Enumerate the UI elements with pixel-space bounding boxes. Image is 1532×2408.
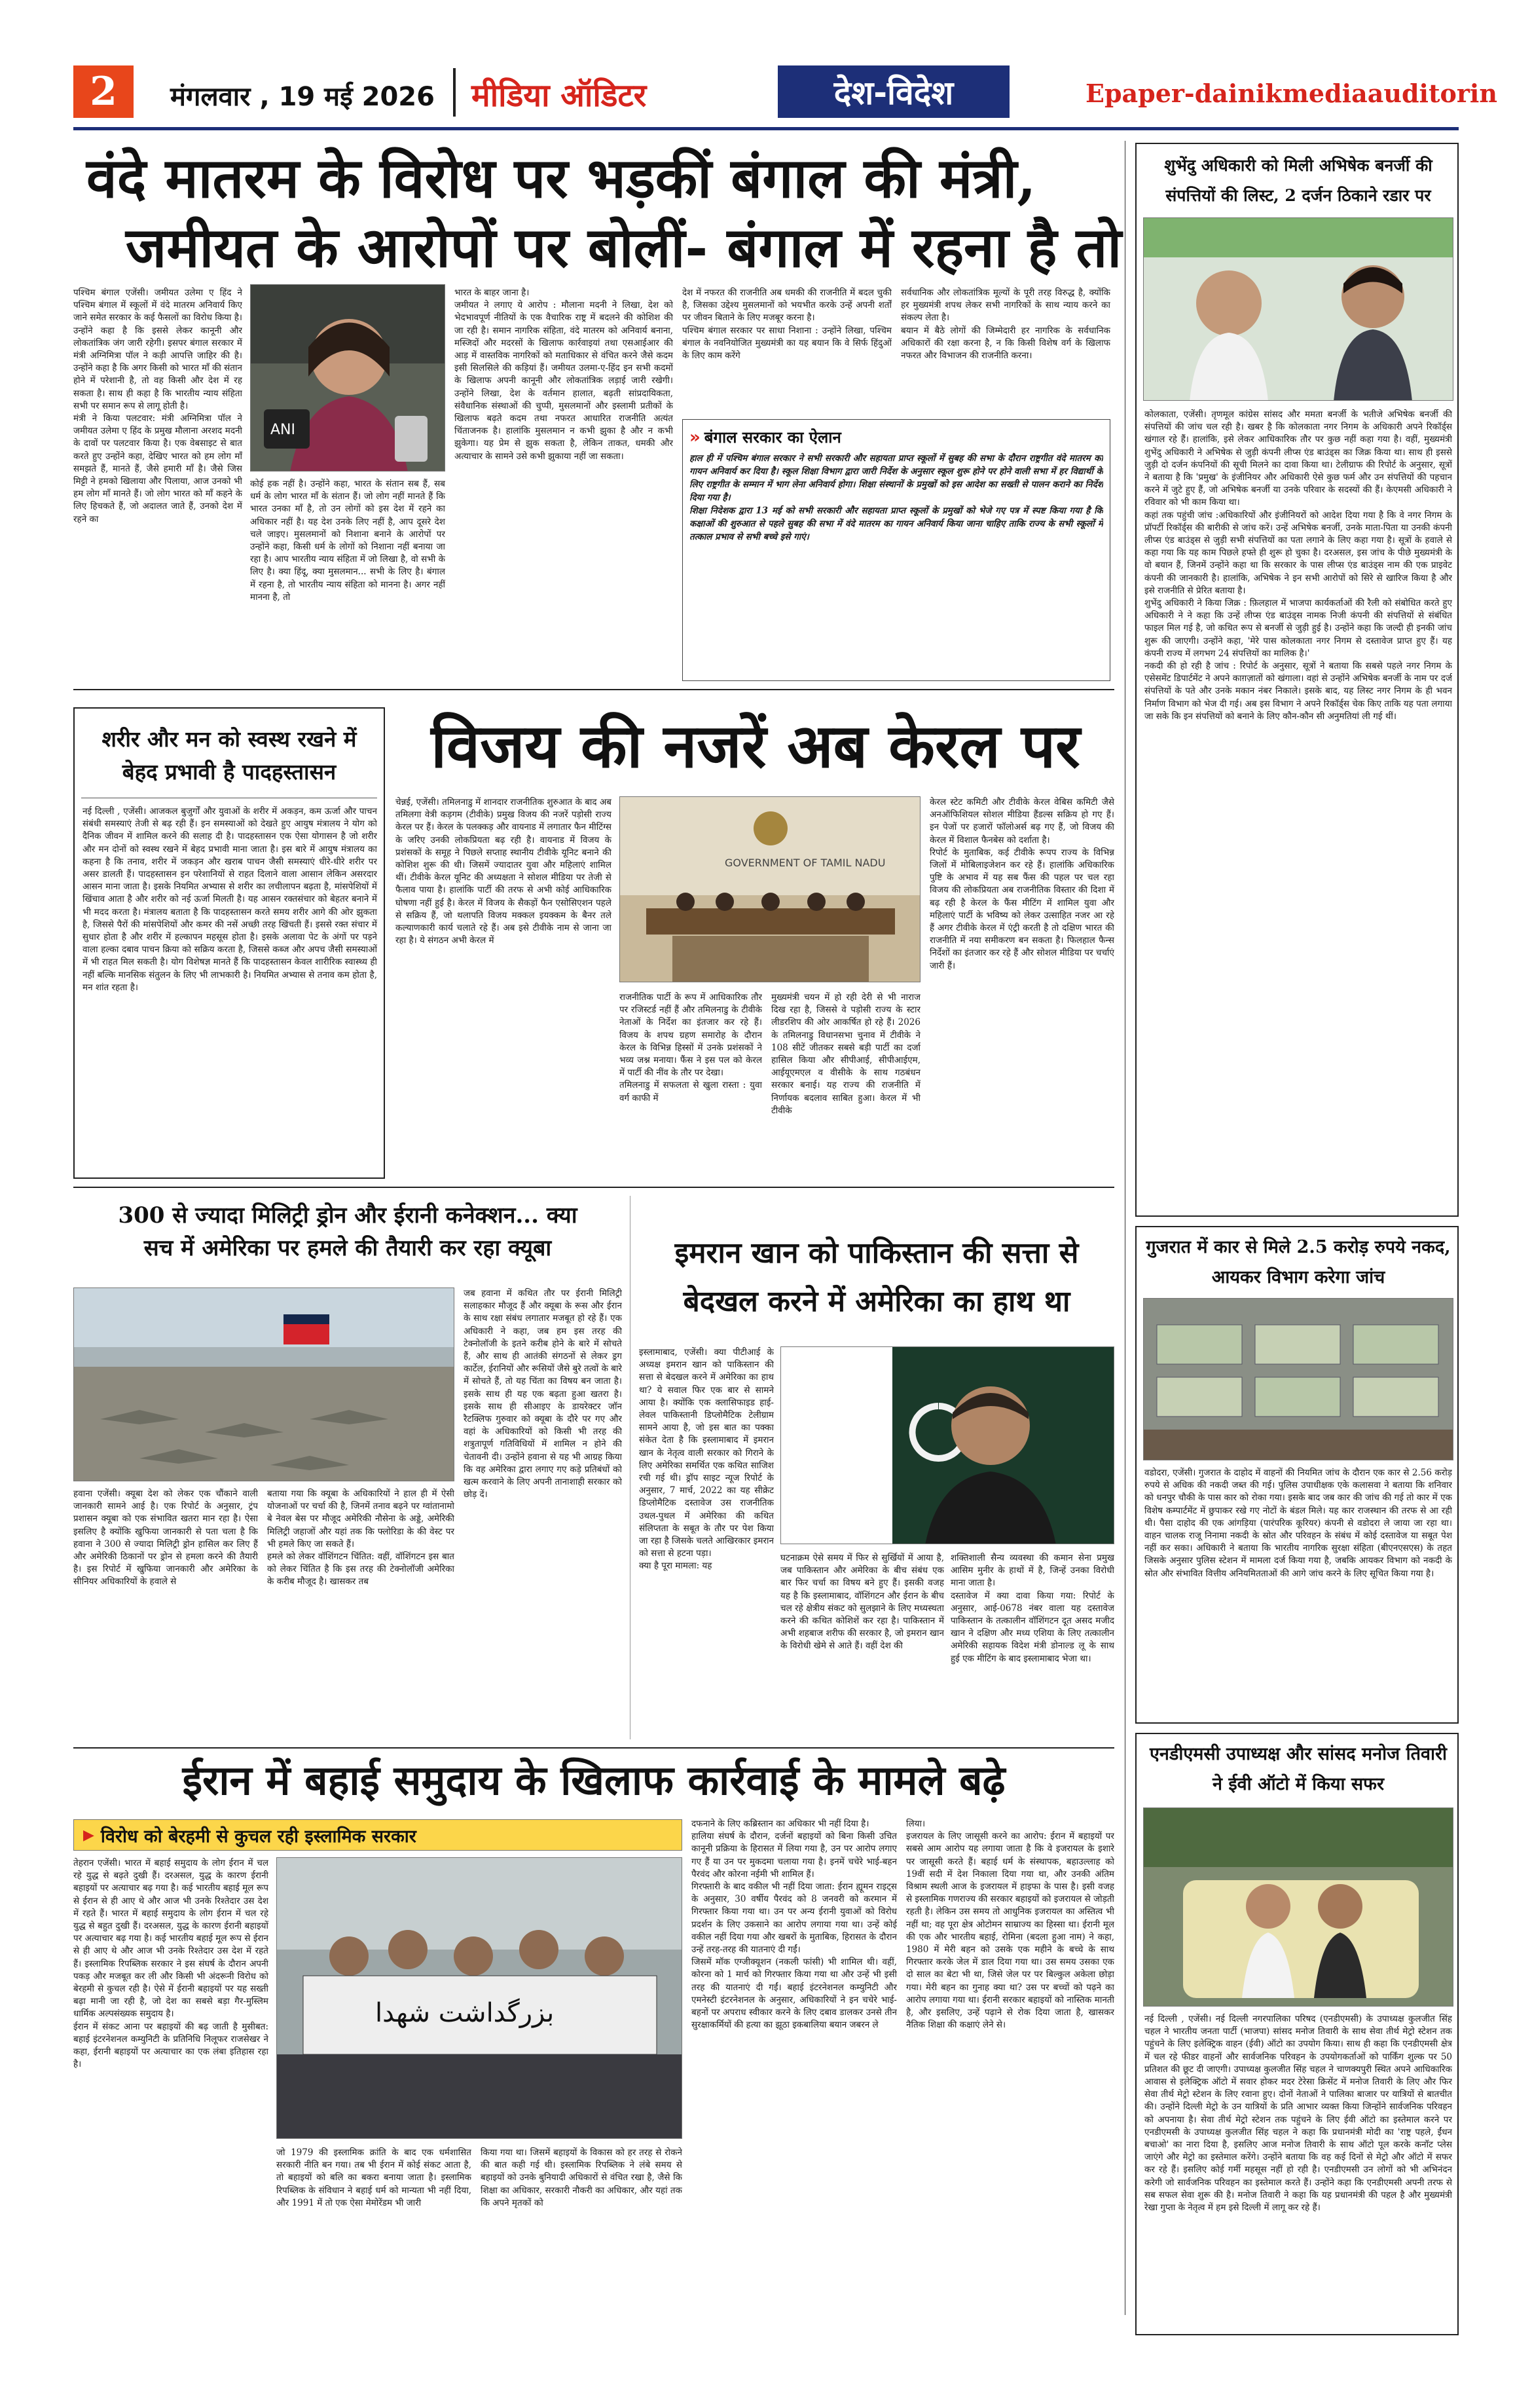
rule-a8-bottom [73, 1747, 1114, 1749]
a8-col1: इस्लामाबाद, एजेंसी। क्या पीटीआई के अध्यक्ष इमरान खान को पाकिस्तान की सत्ता से बेदखल करने में अमेरिका का हाथ था? ये सवाल फिर एक बार से सामने आया है। क्योंकि एक क्लासिफाइड हाई-लेवल पाकिस्तानी डिप्लोमैटिक टेलीग्राम सामने आया है, जो इस बात का पक्का संकेत देता है कि इस्लामाबाद में इमरान खान के नेतृत्व वाली सरकार को गिराने के लिए अमेरिका समर्थित एक कथित साजिश रची गई थी। ड्रॉप साइट न्यूज रिपोर्ट के अनुसार, 7 मार्च, 2022 का यह सीक्रेट डिप्लोमैटिक दस्तावेज उस राजनीतिक उथल-पुथल में अमेरिका की कथित संलिप्तता के सबूत के तौर पर पेश किया जा रहा है जिसके चलते आखिरकार इमरान को सत्ता से हटना पड़ा। क्या है पूरा मामला: यह [639, 1347, 774, 1572]
a8-photo-imran [780, 1346, 1114, 1544]
a7-col3: जब हवाना में कथित तौर पर ईरानी मिलिट्री सलाहकार मौजूद हैं और क्यूबा के रूस और ईरान के साथ रक्षा संबंध लगातार मजबूत हो रहे हैं। एक अधिकारी ने कहा, जब हम इस तरह की टेक्नोलॉजी के इतने करीब होने के बारे में सोचते हैं, और साथ ही आतंकी संगठनों से लेकर ड्रग कार्टेल, ईरानियों और रूसियों जैसे बुरे तत्वों के बारे में सोचते हैं, तो यह चिंता का विषय बन जाता है। इसके साथ ही यह एक बढ़ता हुआ खतरा है। इसके साथ ही सीआइए के डायरेक्टर जॉन रैटक्लिफ गुरुवार को क्यूबा के दौरे पर गए और वहां के अधिकारियों को किसी भी तरह की शत्रुतापूर्ण गतिविधियों में शामिल न होने की चेतावनी दी। उन्होंने हवाना से यह भी आग्रह किया कि वह अमेरिका द्वारा लगाए गए कड़े प्रतिबंधों को खत्म करवाने के लिए अपनी तानाशाही सरकार को छोड़ दें। [464, 1288, 622, 1500]
a2-yoga-box [73, 707, 385, 1179]
a6-photo-auto [1143, 1807, 1453, 2007]
a9-col4: दफनाने के लिए कब्रिस्तान का अधिकार भी नहीं दिया है। हालिया संघर्ष के दौरान, दर्जनों बहाइयों को बिना किसी उचित कानूनी प्रक्रिया के हिरासत में लिया गया है, उन पर आरोप लगाए गए हैं या उन पर मुकदमा चलाया गया है। इनमें चचेरे भाई-बहन पैरवंद और कोरना नईमी भी शामिल हैं। गिरफ्तारी के बाद वकील भी नहीं दिया जाता: ईरान ह्यूमन राइट्स के अनुसार, 30 वर्षीय पैरवंद को 8 जनवरी को करमान में गिरफ्तार किया गया था। उन पर अन्य ईरानी युवाओं को विरोध प्रदर्शन के लिए उकसाने का आरोप लगाया गया था। उन्हें कोई वकील नहीं दिया गया और खबरों के मुताबिक, हिरासत के दौरान उन्हें तरह-तरह की यातनाएं दी गईं। जिसमें मॉक एग्जीक्यूशन (नकली फांसी) भी शामिल थी। वहीं, कोरना को 1 मार्च को गिरफ्तार किया गया था और उन्हें भी इसी तरह की यातनाएं दी गईं। बहाई इंटरनेशनल कम्युनिटी और एमनेस्टी इंटरनेशनल के अनुसार, अधिकारियों ने इन चचेरे भाई-बहनों पर अपराध स्वीकार करने के लिए दबाव डालकर उनसे तीन सुरक्षाकर्मियों की हत्या का झूठा इकबालिया बयान जबरन ले [691, 1819, 897, 2031]
a5-headline: गुजरात में कार से मिले 2.5 करोड़ रुपये नकद, आयकर विभाग करेगा जांच [1146, 1237, 1451, 1287]
triangle-right-icon: ▶ [83, 1826, 94, 1843]
a4-abhishek-box [1135, 143, 1459, 1217]
a7-headline-2: सच में अमेरिका पर हमले की तैयारी कर रहा क्यूबा [143, 1235, 552, 1261]
a6-text: नई दिल्ली , एजेंसी। नई दिल्ली नगरपालिका परिषद (एनडीएमसी) के उपाध्यक्ष कुलजीत सिंह चहल ने भारतीय जनता पार्टी (भाजपा) सांसद मनोज तिवारी के साथ सेवा तीर्थ मेट्रो स्टेशन तक पहुंचने के लिए इलेक्ट्रिक वाहन (ईवी) ऑटो का उपयोग किया। साथ ही कहा कि एनडीएमसी क्षेत्र में चल रहे फीडर वाहनों और सार्वजनिक परिवहन के उपयोगकर्ताओं को पार्किंग शुल्क पर 50 प्रतिशत की छूट दी जाएगी। उपाध्यक्ष कुलजीत सिंह चहल ने चाणक्यपुरी स्थित अपने आधिकारिक आवास से इलेक्ट्रिक ऑटो में सवार होकर मदर टेरेसा क्रिसेंट में मनोज तिवारी के लिए और फिर सेवा तीर्थ मेट्रो स्टेशन के लिए रवाना हुए। दोनों नेताओं ने पालिका बाजार पर यात्रियों से बातचीत की। उन्होंने दिल्ली मेट्रो के उन यात्रियों के प्रति आभार व्यक्त किया जिन्होंने सार्वजनिक परिवहन को अपनाया है। सेवा तीर्थ मेट्रो स्टेशन तक पहुंचने के लिए ईवी ऑटो का इस्तेमाल करने पर एनडीएमसी के उपाध्यक्ष कुलजीत सिंह चहल ने कहा कि प्रधानमंत्री मोदी का 'राष्ट्र पहले, ईंधन बचाओ' का नारा दिया है, इसलिए आज मनोज तिवारी के साथ ऑटो पूल करके कनॉट प्लेस जाएंगे और मेट्रो का इस्तेमाल करेंगे। उन्होंने बताया कि वह कई दिनों से मेट्रो और ऑटो में सफर कर रहे हैं। इसलिए कोई गर्मी महसूस नहीं हो रही है। एनडीएमसी उन लोगों को भी अभिनंदन करेगी जो सार्वजनिक परिवहन का इस्तेमाल करते हैं। उन्होंने कहा कि एनडीएमसी अपनी तरफ से सब सफल सेवा शुरू की है। मनोज तिवारी ने कहा कि यह प्रधानमंत्री की पहल है और मुख्यमंत्री रेखा गुप्ता के नेतृत्व में हम इसे दिल्ली में लागू कर रहे हैं। [1144, 2014, 1452, 2214]
a1-box-title: बंगाल सरकार का ऐलान [704, 428, 841, 447]
a5-photo-cash [1143, 1298, 1453, 1460]
a2-headline: शरीर और मन को स्वस्थ रखने में बेहद प्रभावी है पादहस्तासन [101, 726, 357, 785]
a9-col5: लिया। इजरायल के लिए जासूसी करने का आरोप: ईरान में बहाइयों पर सबसे आम आरोप यह लगाया जाता है कि वे इजरायल के इशारे पर जासूसी करते हैं। बहाई धर्म के संस्थापक, बहाउल्लाह को 19वीं सदी में देश निकाला दिया गया था, और उनकी अंतिम विश्राम स्थली आज के इजरायल में हाइफा के पास है। इसी वजह से इस्लामिक गणराज्य की सरकार बहाइयों को इजरायल से जोड़ती रहती है। लेकिन उस समय तो आधुनिक इजरायल का अस्तित्व भी नहीं था; वह पूरा क्षेत्र ओटोमन साम्राज्य का हिस्सा था। ईरानी मूल की एक और भारतीय बहाई, रोमिना (बदला हुआ नाम) ने कहा, 1980 में मेरी बहन को उसके एक महीने के बच्चे के साथ गिरफ्तार करके जेल में डाल दिया गया था। उस समय उसका एक दो साल का बेटा भी था, जिसे जेल पर पर बिल्कुल अकेला छोड़ा गया। मेरी बहन का गुनाह क्या था? उस पर बच्चों को पढ़ने का आरोप लगाया गया था। ईरानी सरकार बहाइयों को नास्तिक मानती है, और इसलिए, उन्हें पढ़ाने से रोक दिया जाता है, खासकर नैतिक शिक्षा की कक्षाएं लेने से। [906, 1819, 1114, 2031]
a2-text: नई दिल्ली , एजेंसी। आजकल बुजुर्गों और युवाओं के शरीर में अकड़न, कम ऊर्जा और पाचन संबंधी समस्याएं तेजी से बढ़ रही हैं। इन समस्याओं को देखते हुए आयुष मंत्रालय ने योग को दैनिक जीवन में शामिल करने की सलाह दी है। पादहस्तासन एक ऐसा योगासन है जो शरीर और मन दोनों को स्वस्थ रखने में बेहद प्रभावी माना जाता है। इस बारे में आयुष मंत्रालय का कहना है कि तनाव, शरीर में जकड़न और खराब पाचन जैसी समस्याएं धीरे-धीरे शरीर पर असर डालती हैं। पादहस्तासन इन परेशानियों से राहत दिलाने वाला आसान लेकिन असरदार आसन माना जाता है। इसके नियमित अभ्यास से शरीर का लचीलापन बढ़ता है, मांसपेशियों में खिंचाव आता है और शरीर को नई ऊर्जा मिलती है। यह आसन रक्तसंचार को बेहतर बनाने में भी मदद करता है। मंत्रालय बताता है कि पादहस्तासन करते समय शरीर आगे की ओर झुकता है, जिससे पैरों की मांसपेशियों और कमर की नसें अच्छी तरह खिंचती हैं। इससे रक्त संचार में सुधार होता है और शरीर में हल्कापन महसूस होता है। इसके अलावा पेट के अंगों पर पड़ने वाला हल्का दबाव पाचन क्रिया को सक्रिय करता है, जिससे कब्ज और अपच जैसी समस्याओं में भी राहत मिल सकती है। योग विशेषज्ञ मानते हैं कि पादहस्तासन केवल शारीरिक स्वास्थ्य ही नहीं बल्कि मानसिक संतुलन के लिए भी लाभकारी है। नियमित अभ्यास से तनाव कम होता है, मन शांत रहता है। [82, 806, 377, 993]
a6-ndmc-box [1135, 1733, 1459, 2335]
a4-headline: शुभेंदु अधिकारी को मिली अभिषेक बनर्जी की संपत्तियों की लिस्ट, 2 दर्जन ठिकाने रडार पर [1164, 156, 1432, 205]
a1-col5: सर्वधानिक और लोकतांत्रिक मूल्यों के पूरी तरह विरुद्ध है, क्योंकि हर मुख्यमंत्री शपथ लेकर सभी नागरिकों के साथ न्याय करने का संकल्प लेता है। बयान में बैठे लोगों की जिम्मेदारी हर नागरिक के सर्वधानिक अधिकारों की रक्षा करना है, न कि किसी विशेष वर्ग के खिलाफ नफरत और विभाजन की राजनीति करना। [901, 287, 1110, 361]
a7-photo-drones [73, 1287, 454, 1481]
a1-headline-2: जमीयत के आरोपों पर बोलीं- बंगाल में रहना है तो [126, 215, 1122, 280]
minister-photo-svg [251, 285, 445, 472]
section-name: देश-विदेश [833, 74, 954, 112]
a6-headline: एनडीएमसी उपाध्यक्ष और सांसद मनोज तिवारी ने ईवी ऑटो में किया सफर [1149, 1744, 1448, 1794]
a9-photo-protest [276, 1857, 682, 2139]
meeting-photo-svg [620, 797, 921, 982]
a3-col2: राजनीतिक पार्टी के रूप में आधिकारिक तौर पर रजिस्टर्ड नहीं हैं और तमिलनाडु के टीवीके नेताओं के निर्देश का इंतजार कर रहे हैं। विजय के शपथ ग्रहण समारोह के दौरान केरल के विभिन्न हिस्सों में उनके प्रशंसकों ने भव्य जश्न मनाया। फैंस ने इस पल को केरल में पार्टी की नींव के तौर पर देखा। तमिलनाडु में सफलता से खुला रास्ता : युवा वर्ग काफी में [619, 992, 762, 1103]
a7-col1: हवाना एजेंसी। क्यूबा देश को लेकर एक चौंकाने वाली जानकारी सामने आई है। एक रिपोर्ट के अनुसार, ट्रंप प्रशासन क्यूबा को एक संभावित खतरा मान रहा है। ऐसा इसलिए है क्योंकि खुफिया जानकारी से पता चला है कि हवाना ने 300 से ज्यादा मिलिट्री ड्रोन हासिल कर लिए हैं और अमेरिकी ठिकानों पर ड्रोन से हमला करने की तैयारी है। इस रिपोर्ट में खुफिया जानकारी और अमेरिका के सीनियर अधिकारियों के हवाले से [73, 1489, 258, 1587]
a1-col3: भारत के बाहर जाना है। जमीयत ने लगाए ये आरोप : मौलाना मदनी ने लिखा, देश को भेदभावपूर्ण नीतियों के एक वैचारिक राष्ट्र में बदलने की कोशिश की जा रही है। समान नागरिक संहिता, वंदे मातरम को अनिवार्य बनाना, मस्जिदों और मदरसों के खिलाफ कार्रवाइयां तथा एसआईआर की आड़ में वास्तविक नागरिकों को मताधिकार से वंचित करने जैसे कदम इसी सिलसिले की कड़ियां हैं। जमीयत उलमा-ए-हिंद इन सभी कदमों के खिलाफ अपनी कानूनी और लोकतांत्रिक लड़ाई जारी रखेगी। उन्होंने लिखा, देश के वर्तमान हालात, बढ़ती सांप्रदायिकता, संवैधानिक संस्थाओं की चुप्पी, मुसलमानों और इस्लामी प्रतीकों के खिलाफ बढ़ते कदम तथा नफरत आधारित राजनीति अत्यंत चिंताजनक है। हालांकि मुसलमान न कभी झुका है और न कभी झुकेगा। यह प्रेम से झुक सकता है, लेकिन ताकत, धमकी और अत्याचार के सामने उसे कभी झुकाया नहीं जा सकता। [454, 287, 673, 462]
a3-col4: केरल स्टेट कमिटी और टीवीके केरल वेबिस कमिटी जैसे अनऑफिशियल सोशल मीडिया हैंडल्स सक्रिय हो गए हैं। इन पेजों पर हजारों फॉलोअर्स बढ़ गए हैं, जो विजय की केरल में विशाल फैनबेस को दर्शाता है। रिपोर्ट के मुताबिक, कई टीवीके रूपप राज्य के विभिन्न जिलों में मोबिलाइजेशन कर रहे हैं। हालांकि अधिकारिक पुष्टि के अभाव में यह सब फैंस की पहल पर चल रहा विजय की लोकप्रियता अब राजनीतिक विस्तार की दिशा में बढ़ रही है केरल के फैंस मीटिंग में शामिल युवा और महिलाएं पार्टी के भविष्य को लेकर उत्साहित नजर आ रहे हैं अगर टीवीके केरल में एंट्री करती है तो दक्षिण भारत की राजनीति में नया समीकरण बन सकता है। फिलहाल फैन्स निर्देशों का इंतजार कर रहे हैं और सोशल मीडिया पर चर्चाएं जारी हैं। [930, 797, 1114, 971]
a5-text: वडोदरा, एजेंसी। गुजरात के दाहोद में वाहनों की नियमित जांच के दौरान एक कार से 2.56 करोड़ रुपये से अधिक की नकदी जब्त की गई। पुलिस उपाधीक्षक एके कलासवा ने बताया कि शनिवार को धनपुर चौकी के पास कार को रोका गया। इसके बाद जब कार की जांच की गई तो कार में एक विशेष कम्पार्टमेंट में छुपाकर रखे गए नोटों के बंडल मिले। यह कार राजस्थान की तरफ से आ रही थी। पैसा दाहोद की एक आंगड़िया (पारंपरिक कूरियर) कंपनी से वडोदरा ले जाया जा रहा था। वाहन चालक राजू निनामा नकदी के स्रोत और परिवहन के संबंध में कोई दस्तावेज या सबूत पेश नहीं कर सका। अधिकारी ने बताया कि भारतीय नागरिक सुरक्षा संहिता (बीएनएसएस) के तहत जिसके अनुसार पुलिस स्टेशन में मामला दर्ज किया गया है, जबकि आयकर विभाग को नकदी के स्रोत और संभावित वित्तीय अनियमितताओं की आगे जांच करने के लिए सूचित किया गया है। [1144, 1468, 1452, 1579]
a8-col2: घटनाक्रम ऐसे समय में फिर से सुर्खियों में आया है, जब पाकिस्तान और अमेरिका के बीच संबंध एक बार फिर चर्चा का विषय बने हुए हैं। इसकी वजह यह है कि इस्लामाबाद, वॉशिंगटन और ईरान के बीच चल रहे क्षेत्रीय संकट को सुलझाने के लिए मध्यस्थता करने की कथित कोशिशें कर रहा है। पाकिस्तान में अभी शहबाज शरीफ की सरकार है, जो इमरान खान के विरोधी खेमे से आते हैं। वहीं देश की [780, 1553, 944, 1652]
a9-kicker-bar [73, 1819, 682, 1851]
drones-photo-svg [74, 1288, 454, 1481]
page-number-badge [73, 65, 134, 118]
auto-ride-photo-svg [1144, 1808, 1453, 2007]
issue-date: मंगलवार , 19 मई 2026 [170, 82, 435, 112]
site-url: Epaper-dainikmediaauditorin [1085, 79, 1497, 108]
a3-photo-caption: GOVERNMENT OF TAMIL NADU [725, 857, 886, 869]
a3-headline: विजय की नजरें अब केरल पर [431, 711, 1080, 781]
a9-kicker: विरोध को बेरहमी से कुचल रही इस्लामिक सरकार [100, 1826, 416, 1847]
a3-photo-meeting [619, 796, 921, 982]
page-number: 2 [90, 69, 117, 115]
cash-photo-svg [1144, 1299, 1453, 1460]
a9-headline: ईरान में बहाई समुदाय के खिलाफ कार्रवाई के मामले बढ़े [182, 1756, 1006, 1804]
a9-col3: किया गया था। जिसमें बहाइयों के विकास को हर तरह से रोकने की बात कही गई थी। इस्लामिक रिपब्लिक ने लंबे समय से बहाइयों को उनके बुनियादी अधिकारों से वंचित रखा है, जैसे कि शिक्षा का अधिकार, सरकारी नौकरी का अधिकार, और यहां तक कि अपने मृतकों को [481, 2147, 682, 2208]
a1-photo-minister [250, 284, 445, 472]
a1-col1: पश्चिम बंगाल एजेंसी। जमीयत उलेमा ए हिंद ने पश्चिम बंगाल में स्कूलों में वंदे मातरम अनिवार्य किए जाने समेत सरकार के कई फैसलों का विरोध किया है। उन्होंने कहा है कि इससे लेकर कानूनी और लोकतांत्रिक जंग जारी रहेगी। इसपर बंगाल सरकार में मंत्री अग्निमित्रा पॉल ने कड़ी आपत्ति जाहिर की है। उन्होंने कहा है कि अगर किसी को भारत माँ की संतान होने में परेशानी है, तो वह किसी और देश में रह सकता है। साथ ही कहा है कि भारतीय न्याय संहिता सभी पर समान रूप से लागू होती है। मंत्री ने किया पलटवार: मंत्री अग्निमित्रा पॉल ने जमीयत उलेमा ए हिंद के प्रमुख मौलाना अरशद मदनी के दावों पर पलटवार किया है। एक वेबसाइट से बात करते हुए उन्होंने कहा, देखिए भारत को हम लोग माँ समझते हैं, मानते हैं, जैसे हमारी माँ है। जैसे जिस मिट्टी ने हमको खिलाया और पिलाया, आज उनको भी हम लोग माँ मानते हैं। जो लोग भारत को माँ कहने के लिए हिचकते हैं, जो अदालत जाते हैं, उनको देश में रहने का [73, 287, 242, 525]
a7-col2: बताया गया कि क्यूबा के अधिकारियों ने हाल ही में ऐसी योजनाओं पर चर्चा की है, जिनमें तनाव बढ़ने पर ग्वांतानामो बे नेवल बेस पर मौजूद अमेरिकी नौसेना के अड्डे, अमेरिकी मिलिट्री जहाजों और यहां तक कि फ्लोरिडा के की वेस्ट पर भी हमले किए जा सकते हैं। हमले को लेकर वॉशिंगटन चिंतित: वहीं, वॉशिंगटन इस बात को लेकर चिंतित है कि इस तरह की टेक्नोलॉजी अमेरिका के करीब मौजूद है। खासकर तब [267, 1489, 454, 1587]
a3-col3: मुख्यमंत्री चयन में हो रही देरी से भी नाराज दिख रहा है, जिससे वे पड़ोसी राज्य के स्टार लीडरशिप की ओर आकर्षित हो रहे हैं। 2026 के तमिलनाडु विधानसभा चुनाव में टीवीके ने 108 सीटें जीतकर सबसे बड़ी पार्टी का दर्जा हासिल किया और सीपीआई, सीपीआईएम, आईयूएमएल व वीसीके के साथ गठबंधन सरकार बनाई। यह राज्य की राजनीति में निर्णायक बदलाव साबित हुआ। केरल में भी टीवीके [771, 992, 921, 1116]
paper-name: मीडिया ऑडिटर [471, 77, 647, 114]
a8-headline-1: इमरान खान को पाकिस्तान की सत्ता से [674, 1236, 1079, 1270]
masthead [0, 0, 1532, 134]
protest-photo-svg [277, 1858, 682, 2139]
abhishek-photo-svg [1144, 218, 1453, 401]
a7-headline-1: 300 से ज्यादा मिलिट्री ड्रोन और ईरानी कनेक्शन... क्या [118, 1202, 577, 1229]
svg-text:ANI: ANI [270, 422, 295, 438]
masthead-rule [73, 127, 1459, 130]
a8-col3: शक्तिशाली सैन्य व्यवस्था की कमान सेना प्रमुख आसिम मुनीर के हाथों में है, जिन्हें उनका विरोधी माना जाता है। दस्तावेज में क्या दावा किया गया: रिपोर्ट के अनुसार, आई-0678 नंबर वाला यह दस्तावेज पाकिस्तान के तत्कालीन वॉशिंगटन दूत असद मजीद खान ने दक्षिण और मध्य एशिया के लिए तत्कालीन अमेरिकी सहायक विदेश मंत्री डोनाल्ड लू के साथ हुई एक मीटिंग के बाद इस्लामाबाद भेजा था। [951, 1553, 1114, 1664]
imran-photo-svg [781, 1347, 1114, 1544]
double-chevron-icon: » [689, 427, 701, 447]
a1-col2: कोई हक नहीं है। उन्होंने कहा, भारत के संतान सब हैं, सब धर्म के लोग भारत माँ के संतान हैं। जो लोग नहीं मानते हैं कि भारत उनका माँ है, तो उन लोगों को इस देश में रहने का अधिकार नहीं है। यह देश उनके लिए नहीं है, आप दूसरे देश चले जाइए। मुसलमानों को निशाना बनाने के आरोपों पर उन्होंने कहा, किसी धर्म के लोगों को निशाना नहीं बनाया जा रहा है। आप भारतीय न्याय संहिता में जो लिखा है, वो सभी के लिए है। क्या हिंदू, क्या मुसलमान... सभी के लिए है। बंगाल में रहना है, तो भारतीय न्याय संहिता को मानना है। अगर नहीं मानना है, तो [250, 479, 445, 602]
a1-box-text: हाल ही में पश्चिम बंगाल सरकार ने सभी सरकारी और सहायता प्राप्त स्कूलों में सुबह की सभा के दौरान राष्ट्रगीत वंदे मातरम का गायन अनिवार्य कर दिया है। स्कूल शिक्षा विभाग द्वारा जारी निर्देश के अनुसार स्कूल शुरू होने पर होने वाली सभा में हर विद्यार्थी के लिए राष्ट्रगीत के सम्मान में भाग लेना अनिवार्य होगा। शिक्षा संस्थानों के प्रमुखों को इस आदेश का सख्ती से पालन कराने का निर्देश दिया गया है। शिक्षा निदेशक द्वारा 13 मई को सभी सरकारी और सहायता प्राप्त स्कूलों के प्रमुखों को भेजे गए पत्र में स्पष्ट किया गया है कि कक्षाओं की शुरुआत से पहले सुबह की सभा में वंदे मातरम का गायन अनिवार्य किया जाना चाहिए ताकि राज्य के सभी स्कूलों में तत्काल प्रभाव से सभी बच्चे इसे गाएं। [689, 453, 1103, 542]
a3-col1: चेन्नई, एजेंसी। तमिलनाडु में शानदार राजनीतिक शुरुआत के बाद अब तमिलगा वेत्री कड़गम (टीवीके) प्रमुख विजय की नजरें पड़ोसी राज्य केरल पर हैं। केरल के पलक्कड़ और वायनाड में लगातार फैन मीटिंग्स के जरिए उनकी लोकप्रियता बढ़ रही है। वायनाड में विजय के प्रशंसकों के समूह ने पिछले सप्ताह स्थानीय टीवीके यूनिट बनाने की कोशिश शुरू की थी। जिसमें ज्यादातर युवा और महिलाएं शामिल थीं। टीवीके केरल यूनिट की अध्यक्षता ने सोशल मीडिया पर तेजी से फैलाव पाया है। हालांकि पार्टी की तरफ से अभी कोई आधिकारिक घोषणा नहीं हुई है। केरल में विजय के सैकड़ों फैन एसोसिएशन पहले से सक्रिय हैं, जो थलापति विजय मक्कल इयक्कम के बैनर तले कल्याणकारी कार्य चलाते रहे हैं। अब इसे टीवीके नाम से जाना जा रहा है। ये संगठन अभी केरल में [395, 797, 611, 946]
a9-col2: जो 1979 की इस्लामिक क्रांति के बाद एक धर्मशासित सरकारी नीति बन गया। तब भी ईरान में कोई संकट आता है, तो बहाइयों को बलि का बकरा बनाया जाता है। इस्लामिक रिपब्लिक के संविधान ने बहाई धर्म को मान्यता भी नहीं दिया, और 1991 में तो एक ऐसा मेमोरेंडम भी जारी [276, 2147, 471, 2208]
a4-photo [1143, 217, 1453, 401]
a1-headline-1: वंदे मातरम के विरोध पर भड़कीं बंगाल की मंत्री, [86, 145, 1036, 210]
a1-announcement-box [682, 419, 1110, 681]
a8-headline-2: बेदखल करने में अमेरिका का हाथ था [683, 1285, 1070, 1318]
a1-col4: देश में नफरत की राजनीति अब धमकी की राजनीति में बदल चुकी है, जिसका उद्देश्य मुसलमानों को भयभीत करके उन्हें अपनी शर्तों पर जीवन बिताने के लिए मजबूर करना है। पश्चिम बंगाल सरकार पर साधा निशाना : उन्होंने लिखा, पश्चिम बंगाल के नवनियोजित मुख्यमंत्री का यह बयान कि वे सिर्फ हिंदुओं के लिए काम करेंगे [682, 287, 892, 361]
a5-gujarat-box [1135, 1226, 1459, 1724]
a1-box-title-row [689, 426, 1103, 448]
masthead-separator [453, 68, 456, 117]
a9-col1: तेहरान एजेंसी। भारत में बहाई समुदाय के लोग ईरान में चल रहे युद्ध से बढ़ते दुखी हैं। दरअसल, युद्ध के कारण ईरानी बहाइयों पर अत्याचार बढ़ गया है। कई भारतीय बहाई मूल रूप से ईरान से ही आए थे और आज भी उनके रिश्तेदार उस देश में रहते हैं। भारत में बहाई समुदाय के लोग ईरान में चल रहे युद्ध से बहुत दुखी हैं। दरअसल, युद्ध के कारण ईरानी बहाइयों पर अत्याचार बढ़ गया है। कई भारतीय बहाई मूल रूप से ईरान से ही आए थे और आज भी उनके रिश्तेदार उस देश में रहते हैं। इस्लामिक रिपब्लिक सरकार ने इस संघर्ष के दौरान अपनी पकड़ और मजबूत कर ली और किसी भी अंदरूनी विरोध को बेरहमी से कुचल रही है। ऐसे में ईरानी बहाइयों पर यह सख्ती बढ़ा मानी जा रही है, जो देश का सबसे बड़ा गैर-मुस्लिम धार्मिक अल्पसंख्यक समुदाय है। ईरान में संकट आना पर बहाइयों की बढ़ जाती है मुसीबत: बहाई इंटरनेशनल कम्युनिटी के प्रतिनिधि निलूफर राजसेखर ने कहा, ईरानी बहाइयों पर अत्याचार का एक लंबा इतिहास रहा है। [73, 1858, 268, 2070]
a4-text: कोलकाता, एजेंसी। तृणमूल कांग्रेस सांसद और ममता बनर्जी के भतीजे अभिषेक बनर्जी की संपत्तियों की जांच चल रही है। खबर है कि कोलकाता नगर निगम के अधिकारी अपने रिकॉर्ड्स खंगाल रहे हैं। हालांकि, इसे लेकर आधिकारिक तौर पर कुछ नहीं कहा गया है। वहीं, मुख्यमंत्री शुभेंदु अधिकारी ने अभिषेक से जुड़ी कंपनी लीप्स एंड बाउंड्स का जिक्र किया था। साथ ही इससे जुड़ी दो दर्जन कंपनियों की सूची मिलने का दावा किया था। टेलीग्राफ की रिपोर्ट के अनुसार, सूत्रों ने बताया है कि 'प्रमुख' के इंजीनियर और अधिकारी ऐसे कुछ फर्म और उन संपत्तियों की पहचान करने में जुटे हुए हैं, जो अभिषेक बनर्जी या उनके परिवार के सदस्यों की हैं। केएमसी अधिकारी ने रविवार को भी काम किया था। कहां तक पहुंची जांच :अधिकारियों और इंजीनियरों को आदेश दिया गया है कि वे नगर निगम के प्रॉपर्टी रिकॉर्ड्स की बारीकी से जांच करें। उन्हें अभिषेक बनर्जी, उनके माता-पिता या उनकी कंपनी लीप्स एंड बाउंड्स से जुड़ी सभी संपत्तियों का पता लगाने के लिए कहा गया है। सूत्रों के हवाले से कहा गया कि यह काम पिछले हफ्ते ही शुरू हो चुका है। दरअसल, इस जांच के पीछे मुख्यमंत्री के वो बयान हैं, जिनमें उन्होंने कहा था कि सरकार के पास लीप्स एंड बाउंड्स नाम की एक प्राइवेट कंपनी की जानकारी है। हालांकि, अभिषेक ने इन सभी आरोपों को सिरे से खारिज किया है और इसे राजनीति से प्रेरित बताया है। शुभेंदु अधिकारी ने किया जिक्र : फ़िलहाल में भाजपा कार्यकर्ताओं की रैली को संबोधित करते हुए अधिकारी ने ने कहा कि उन्हें लीप्स एंड बाउंड्स नामक निजी कंपनी की संपत्तियों से संबंधित फाइल मिल गई है, जो कथित रूप से बनर्जी से जुड़ी हुई है। उन्होंने कहा कि जल्दी ही इनकी जांच शुरू की जाएगी। उन्होंने कहा, 'मेरे पास कोलकाता नगर निगम से दस्तावेज प्राप्त हुए हैं। यह कंपनी राज्य में लगभग 24 संपत्तियों का मालिक है।' नकदी की हो रही है जांच : रिपोर्ट के अनुसार, सूत्रों ने बताया कि सबसे पहले नगर निगम के एसेसमेंट डिपार्टमेंट ने अपने काग़ज़ातों को खंगाला। वहां से उन्होंने अभिषेक बनर्जी के नाम पर दर्ज संपत्तियों के पते और उनके मकान नंबर निकाले। इसके बाद, यह लिस्ट नगर निगम के ही भवन निर्माण विभाग को भेज दी गई। अब इस विभाग ने अपने रिकॉर्ड्स चेक किए ताकि यह पता लगाया जा सके कि इन संपत्तियों को बनाने के लिए कौन-कौन सी अनुमतियां ली गई थीं। [1144, 409, 1452, 722]
rule-a3-bottom [73, 1187, 1114, 1188]
rule-a1-bottom [73, 689, 1114, 690]
section-badge [778, 65, 1010, 118]
a9-protest-sign: بزرگداشت شهدا [375, 1998, 555, 2028]
